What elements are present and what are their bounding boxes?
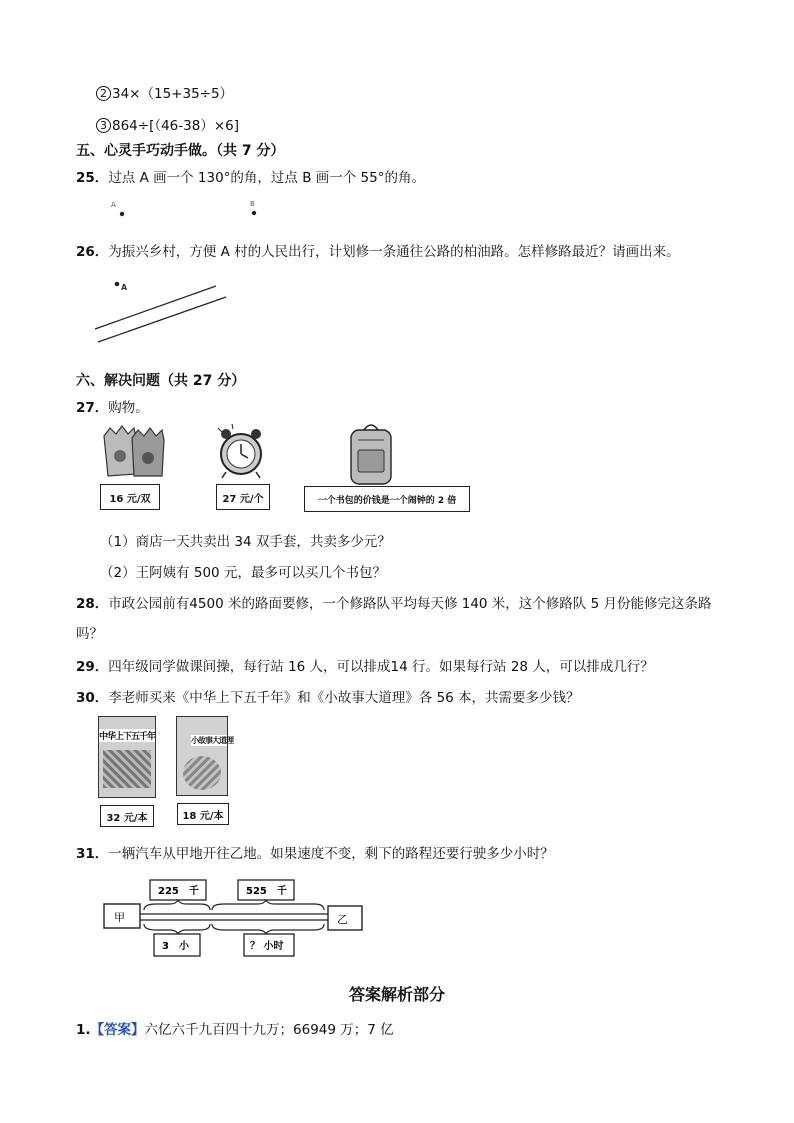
answers-title: 答案解析部分 (348, 985, 445, 1004)
circled-number: 2 (96, 86, 111, 101)
road-line-lower (98, 297, 226, 342)
question-number: 27． (76, 400, 109, 416)
brace-top-1 (144, 900, 210, 910)
answer-text: 六亿六千九百四十九万；66949 万；7 亿 (144, 1022, 394, 1038)
book-1-cover (98, 716, 156, 798)
question-text: 一辆汽车从甲地开往乙地。如果速度不变，剩下的路程还要行驶多少小时？ (108, 846, 554, 862)
question-number: 26． (76, 244, 109, 260)
point-a (120, 212, 124, 216)
price-tag-gloves: 16 元/双 (100, 484, 160, 510)
time-1-label: 3 小 (162, 941, 189, 952)
question-text: 市政公园前有4500 米的路面要修，一个修路队平均每天修 140 米，这个修路队 5 月份能修完这条路 (108, 596, 712, 612)
backpack-image (351, 425, 391, 484)
expression-text: 34×（15+35÷5） (112, 86, 234, 102)
point-a-label: A (111, 201, 116, 209)
circled-number: 3 (96, 118, 111, 133)
price-tag-book-2: 18 元/本 (177, 803, 229, 825)
question-27 (76, 396, 149, 416)
question-text: 李老师买来《中华上下五千年》和《小故事大道理》各 56 本，共需要多少钱？ (108, 690, 580, 706)
question-text: 购物。 (108, 400, 149, 416)
question-27-part-2: （2）王阿姨有 500 元，最多可以买几个书包？ (100, 565, 386, 581)
brace-bottom-2 (212, 924, 324, 934)
answer-1 (76, 1018, 394, 1038)
expression-2 (96, 82, 233, 102)
question-text: 为振兴乡村，方便 A 村的人民出行，计划修一条通往公路的柏油路。怎样修路最近？请画出来。 (108, 244, 680, 260)
question-30 (76, 686, 580, 706)
section-5-title: 五、心灵手巧动手做。（共 7 分） (76, 143, 285, 159)
point-b-label: B (250, 200, 255, 208)
question-number: 28． (76, 596, 109, 612)
road-figure (88, 276, 238, 346)
question-26 (76, 240, 680, 260)
brace-top-2 (212, 900, 324, 910)
question-28 (76, 592, 711, 612)
alarm-clock-image (218, 424, 261, 478)
question-25 (76, 166, 425, 186)
question-number: 25． (76, 170, 109, 186)
end-label: 乙 (337, 913, 348, 926)
section-6-title: 六、解决问题（共 27 分） (76, 373, 246, 389)
book-1-title: 中华上下五千年 (99, 729, 155, 742)
price-tag-backpack: 一个书包的价钱是一个闹钟的 2 倍 (304, 486, 470, 512)
book-2-title: 小故事大道理 (191, 736, 233, 745)
gloves-image (104, 426, 164, 476)
distance-diagram (100, 876, 370, 962)
answer-tag: 【答案】 (90, 1022, 145, 1038)
price-tag-clock: 27 元/个 (216, 484, 270, 510)
book-2-cover (176, 716, 233, 796)
start-label: 甲 (114, 911, 125, 924)
question-27-part-1: （1）商店一天共卖出 34 双手套，共卖多少元？ (100, 534, 391, 550)
brace-bottom-1 (144, 924, 210, 934)
expression-text: 864÷[（46-38）×6] (112, 118, 239, 134)
distance-2-label: 525 千 (246, 886, 287, 897)
village-a-point (115, 282, 120, 287)
question-28-continued: 吗？ (76, 626, 103, 642)
point-b (252, 211, 256, 215)
question-29 (76, 655, 654, 675)
time-2-label: ？ 小时 (250, 941, 284, 952)
answer-number: 1. (76, 1022, 91, 1038)
question-text: 过点 A 画一个 130°的角，过点 B 画一个 55°的角。 (108, 170, 425, 186)
distance-1-label: 225 千 (158, 886, 199, 897)
question-number: 29． (76, 659, 109, 675)
expression-3 (96, 114, 239, 134)
question-31 (76, 842, 554, 862)
question-number: 31． (76, 846, 109, 862)
price-tag-book-1: 32 元/本 (100, 805, 154, 827)
question-text: 四年级同学做课间操，每行站 16 人，可以排成14 行。如果每行站 28 人，可以排成几行？ (108, 659, 654, 675)
question-number: 30． (76, 690, 109, 706)
points-figure (100, 196, 280, 226)
village-a-label: A (121, 283, 128, 292)
